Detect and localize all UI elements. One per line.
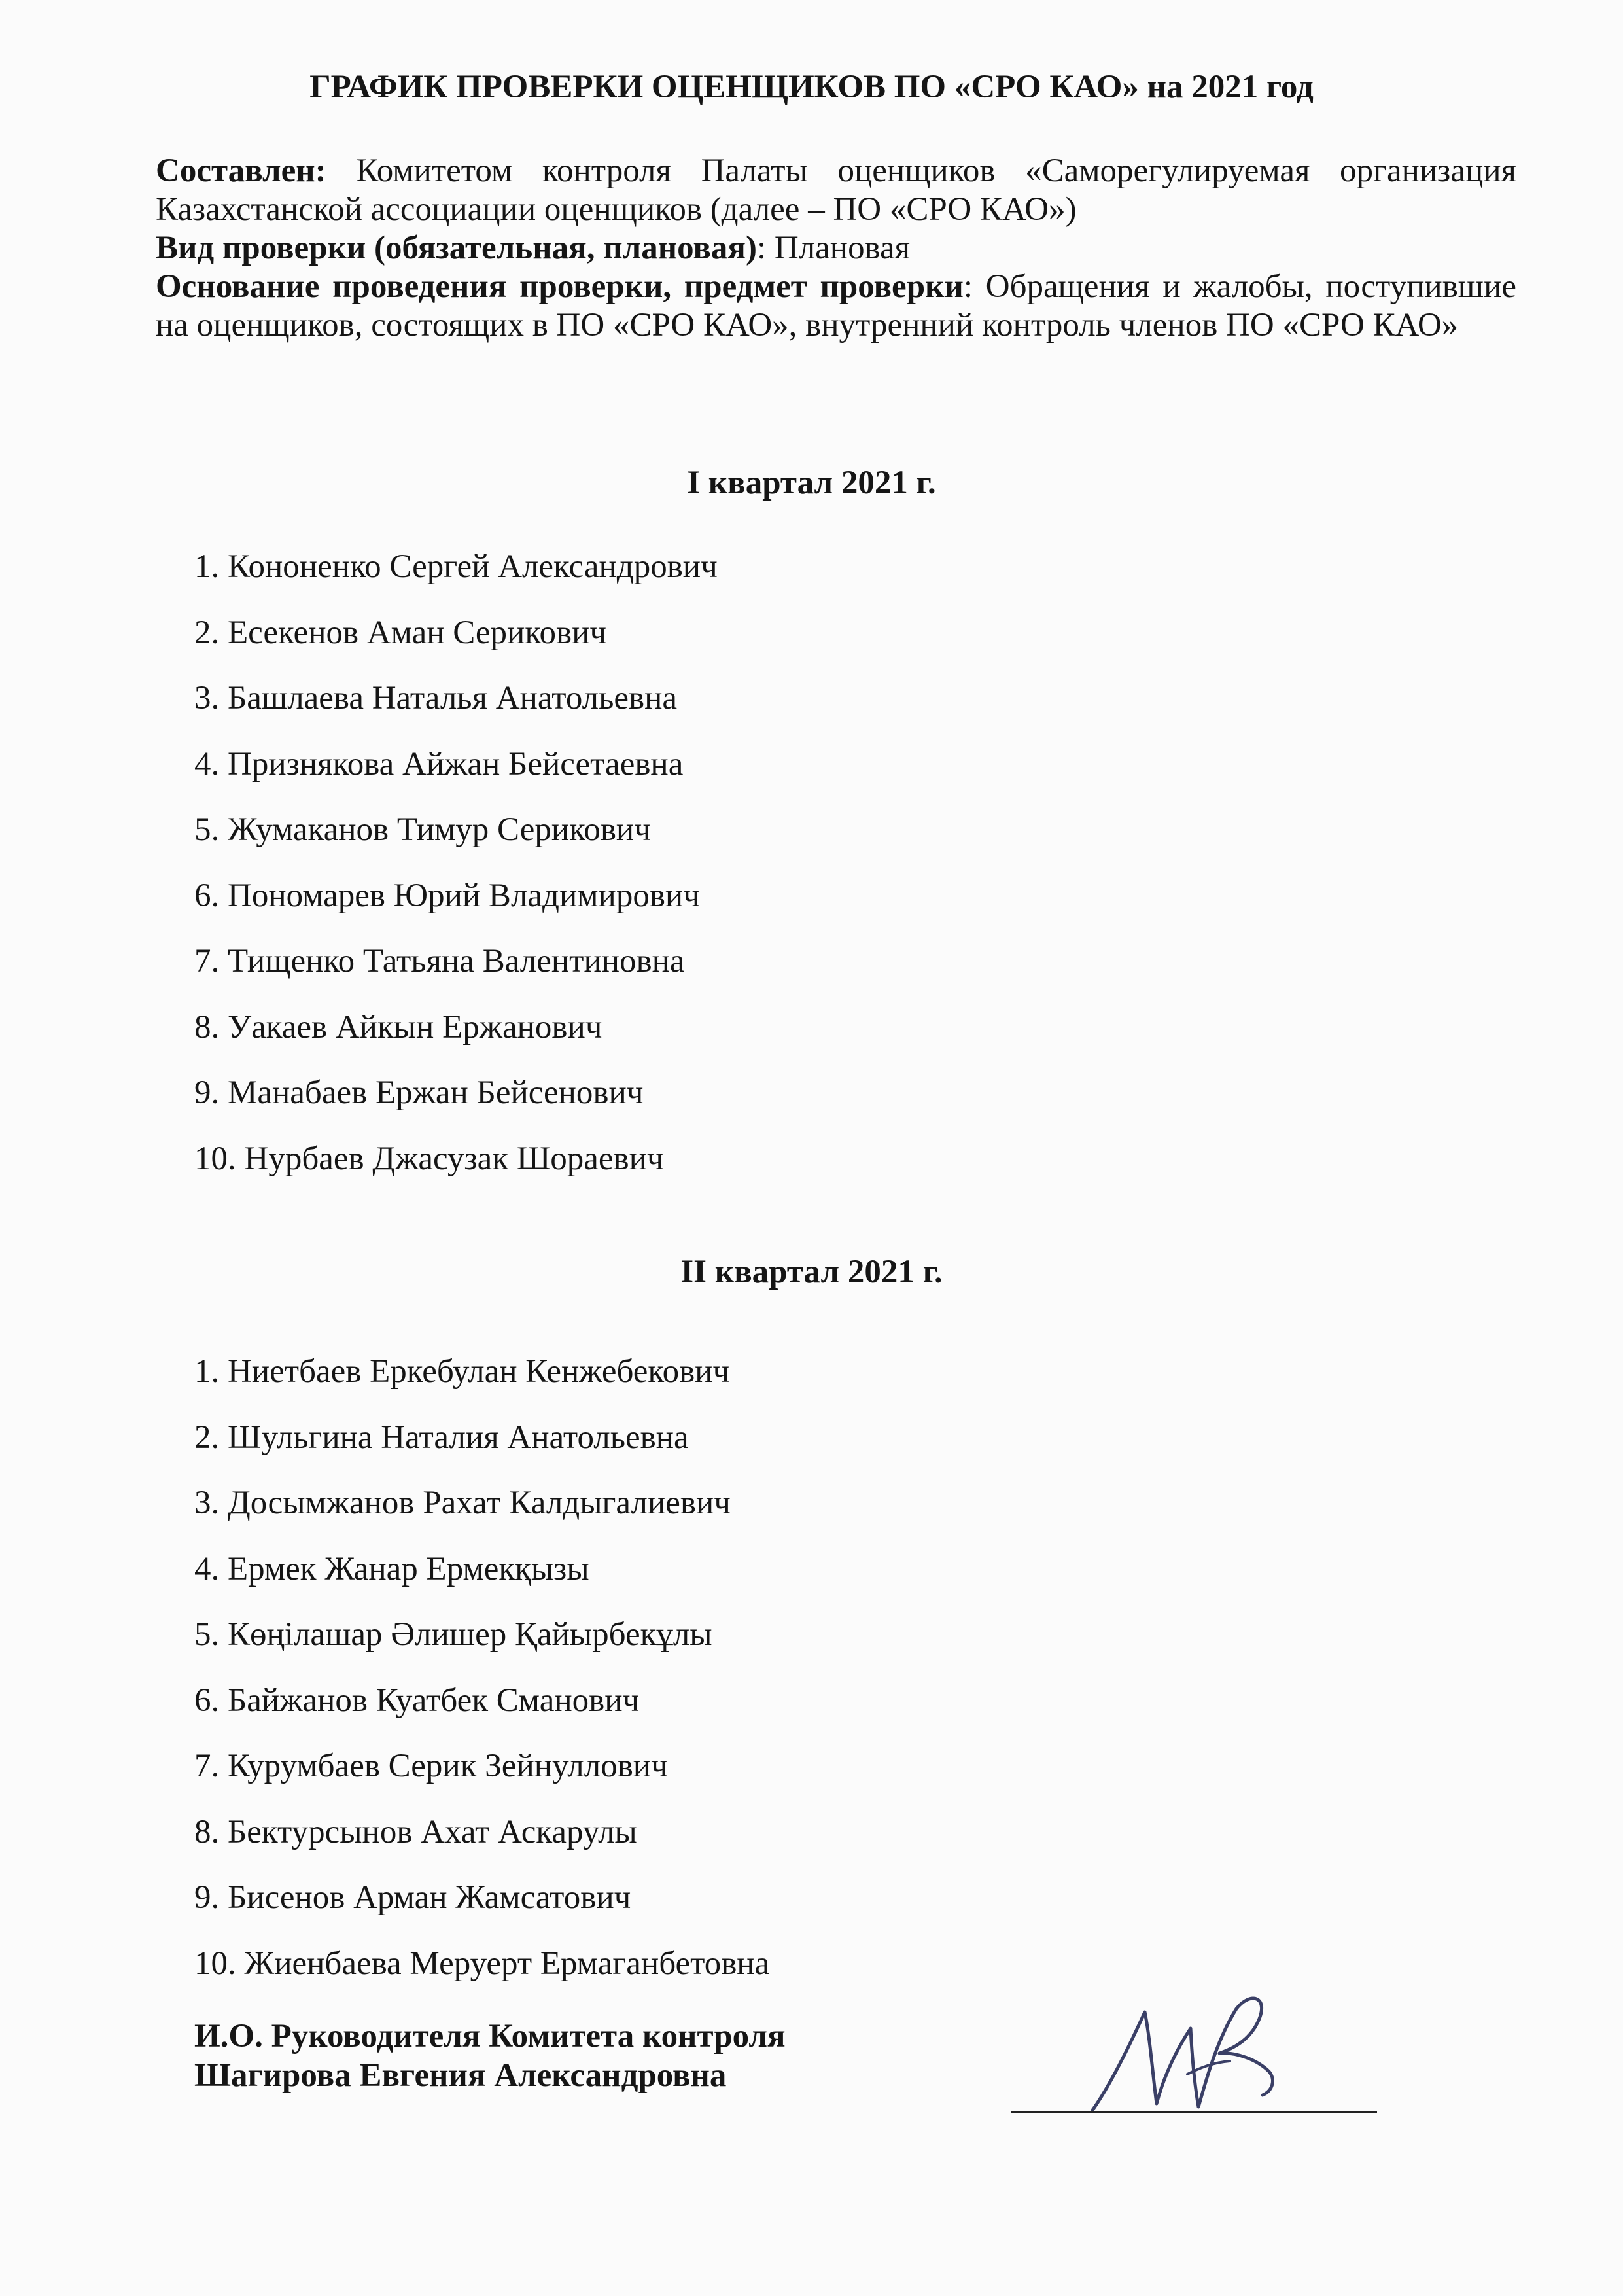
list-item: 5. Көңілашар Әлишер Қайырбекұлы [194,1616,712,1653]
list-item: 6. Пономарев Юрий Владимирович [194,877,700,914]
compiled-by-label: Составлен: [156,152,326,189]
list-item: 1. Кононенко Сергей Александрович [194,548,718,585]
inspection-type-value: : Плановая [756,230,911,266]
list-item: 1. Ниетбаев Еркебулан Кенжебекович [194,1353,730,1390]
signatory-name: Шагирова Евгения Александровна [194,2057,727,2094]
quarter-2-list [194,1352,769,2009]
inspection-basis-text: : Обращения и жалобы, поступившие на оценщиков, состоящих в ПО «СРО КАО», внутренний контроль членов ПО «СРО КАО» [156,268,1517,344]
list-item: 3. Башлаева Наталья Анатольевна [194,680,678,716]
list-item: 8. Уакаев Айкын Ержанович [194,1008,602,1046]
list-item: 9. Манабаев Ержан Бейсенович [194,1074,644,1111]
compiled-by-paragraph [156,152,1516,229]
signature-line [1011,2111,1377,2113]
list-item: 7. Курумбаев Серик Зейнуллович [194,1748,668,1784]
quarter-2-heading: II квартал 2021 г. [680,1254,943,1290]
list-item: 2. Есекенов Аман Серикович [194,614,607,651]
list-item: 4. Признякова Айжан Бейсетаевна [194,745,684,783]
list-item: 7. Тищенко Татьяна Валентиновна [194,943,685,980]
compiled-by-text: Комитетом контроля Палаты оценщиков «Саморегулируемая организация Казахстанской ассоциации оценщиков (далее – ПО «СРО КАО») [156,152,1517,228]
list-item: 8. Бектурсынов Ахат Аскарулы [194,1813,637,1850]
signatory-position: И.О. Руководителя Комитета контроля [194,2018,786,2055]
list-item: 10. Нурбаев Джасузак Шораевич [194,1140,664,1177]
list-item: 10. Жиенбаева Меруерт Ермаганбетовна [194,1945,770,1982]
inspection-basis-label: Основание проведения проверки, предмет проверки [156,268,964,305]
list-item: 5. Жумаканов Тимур Серикович [194,811,651,848]
quarter-1-list [194,547,718,1205]
inspection-basis-paragraph [156,268,1516,345]
list-item: 4. Ермек Жанар Ермекқызы [194,1550,589,1587]
inspection-type-label: Вид проверки (обязательная, плановая) [156,230,757,266]
quarter-1-heading: I квартал 2021 г. [687,465,936,501]
list-item: 6. Байжанов Куатбек Сманович [194,1682,640,1719]
handwritten-signature [1079,1976,1302,2120]
list-item: 9. Бисенов Арман Жамсатович [194,1879,631,1916]
document-title: ГРАФИК ПРОВЕРКИ ОЦЕНЩИКОВ ПО «СРО КАО» на 2021 год [309,69,1314,105]
list-item: 2. Шульгина Наталия Анатольевна [194,1419,689,1456]
signature-block [194,2017,786,2095]
document-header [156,152,1516,345]
inspection-type-paragraph [156,229,1516,268]
list-item: 3. Досымжанов Рахат Калдыгалиевич [194,1485,731,1521]
